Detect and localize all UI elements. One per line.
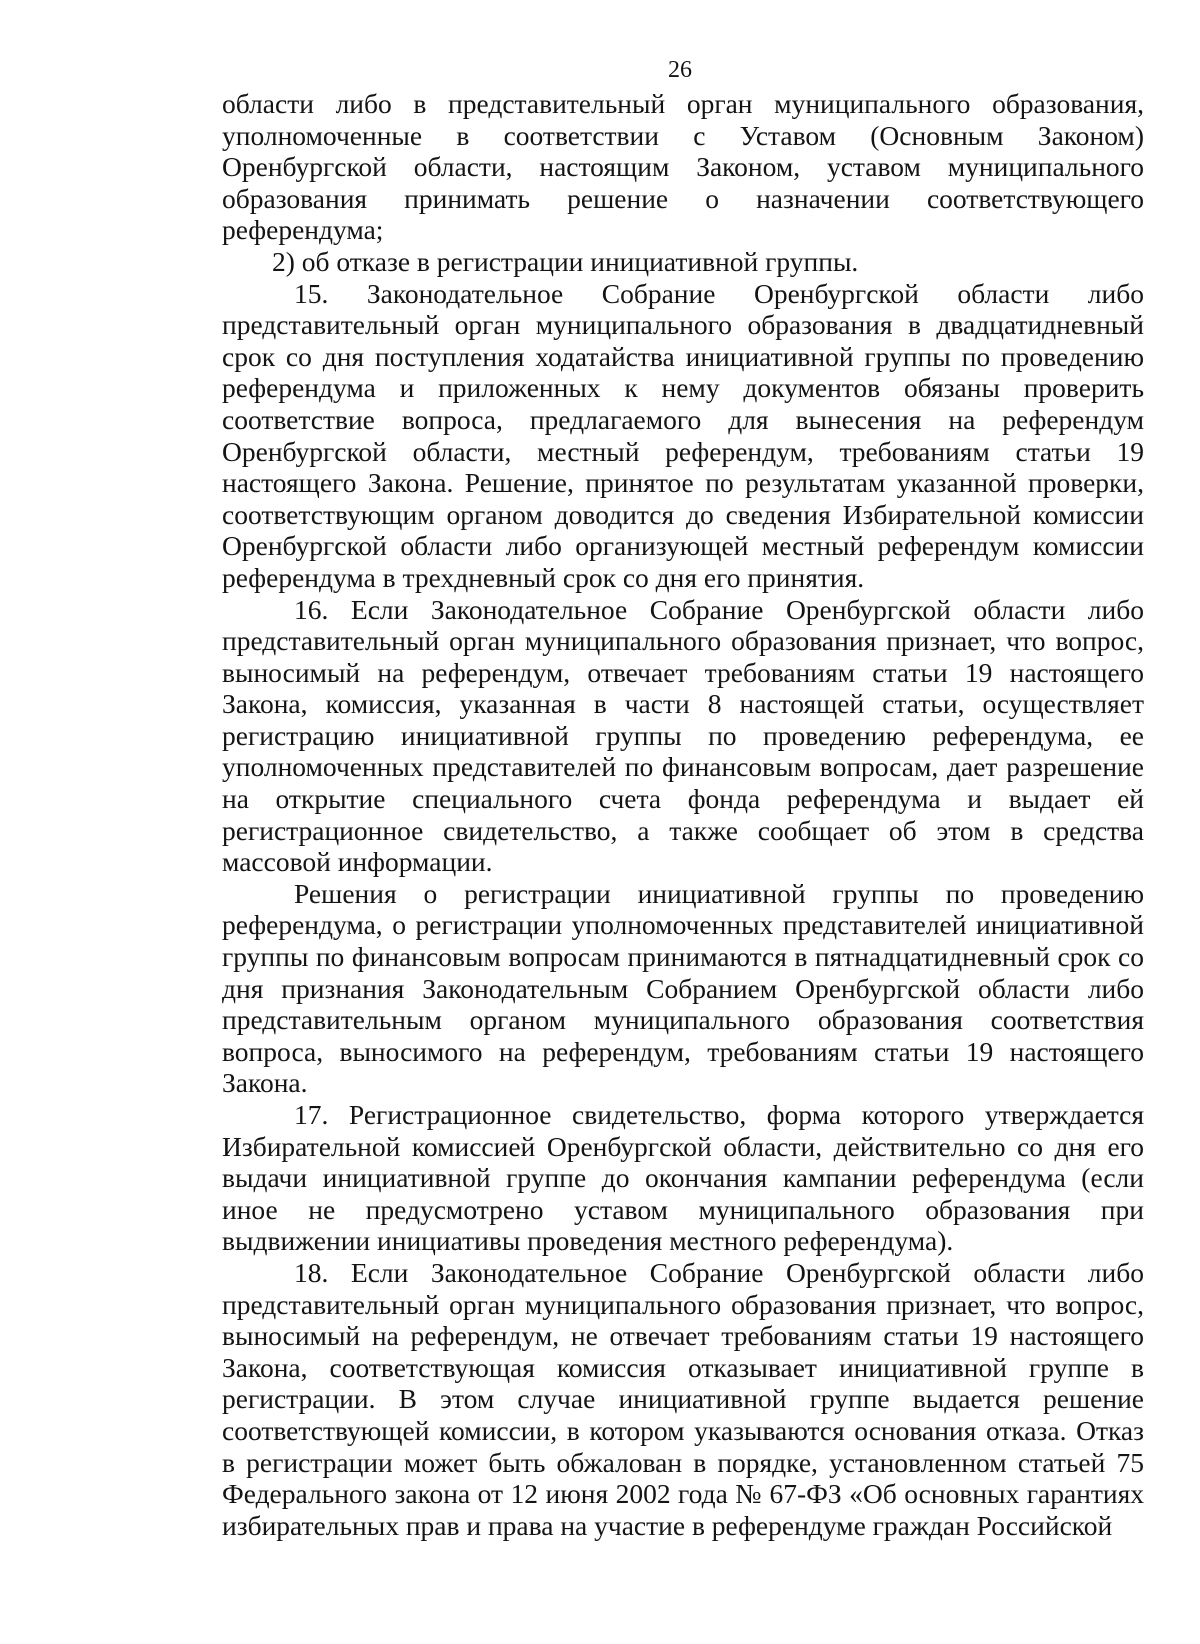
paragraph-16-decisions: Решения о регистрации инициативной группы по проведению референдума, о регистрации уполномоченных представителей инициативной группы по финансовым вопросам принимаются в пятнадцатидневный срок со дня признания Законодательным Собранием Оренбургской области либо представительным органом муниципального образования соответствия вопроса, выносимого на референдум, требованиям статьи 19 настоящего Закона. xyxy=(222,877,1144,1099)
paragraph-16: 16. Если Законодательное Собрание Оренбургской области либо представительный орган муниципального образования признает, что вопрос, выносимый на референдум, отвечает требованиям статьи 19 настоящего Закона, комиссия, указанная в части 8 настоящей статьи, осуществляет регистрацию инициативной группы по проведению референдума, ее уполномоченных представителей по финансовым вопросам, дает разрешение на открытие специального счета фонда референдума и выдает ей регистрационное свидетельство, а также сообщает об этом в средства массовой информации. xyxy=(222,593,1144,878)
paragraph-15: 15. Законодательное Собрание Оренбургской области либо представительный орган муниципального образования в двадцатидневный срок со дня поступления ходатайства инициативной группы по проведению референдума и приложенных к нему документов обязаны проверить соответствие вопроса, предлагаемого для вынесения на референдум Оренбургской области, местный референдум, требованиям статьи 19 настоящего Закона. Решение, принятое по результатам указанной проверки, соответствующим органом доводится до сведения Избирательной комиссии Оренбургской области либо организующей местный референдум комиссии референдума в трехдневный срок со дня его принятия. xyxy=(222,277,1144,593)
paragraph-18: 18. Если Законодательное Собрание Оренбургской области либо представительный орган муниципального образования признает, что вопрос, выносимый на референдум, не отвечает требованиям статьи 19 настоящего Закона, соответствующая комиссия отказывает инициативной группе в регистрации. В этом случае инициативной группе выдается решение соответствующей комиссии, в котором указываются основания отказа. Отказ в регистрации может быть обжалован в порядке, установленном статьей 75 Федерального закона от 12 июня 2002 года № 67-ФЗ «Об основных гарантиях избирательных прав и права на участие в референдуме граждан Российской xyxy=(222,1256,1144,1541)
page-number: 26 xyxy=(668,57,692,83)
paragraph-continuation: области либо в представительный орган муниципального образования, уполномоченные в соответствии с Уставом (Основным Законом) Оренбургской области, настоящим Законом, уставом муниципального образования принимать решение о назначении соответствующего референдума; xyxy=(222,88,1144,246)
document-body xyxy=(222,88,1144,1541)
paragraph-item-2: 2) об отказе в регистрации инициативной группы. xyxy=(272,245,859,277)
paragraph-17: 17. Регистрационное свидетельство, форма которого утверждается Избирательной комиссией Оренбургской области, действительно со дня его выдачи инициативной группе до окончания кампании референдума (если иное не предусмотрено уставом муниципального образования при выдвижении инициативы проведения местного референдума). xyxy=(222,1099,1144,1257)
